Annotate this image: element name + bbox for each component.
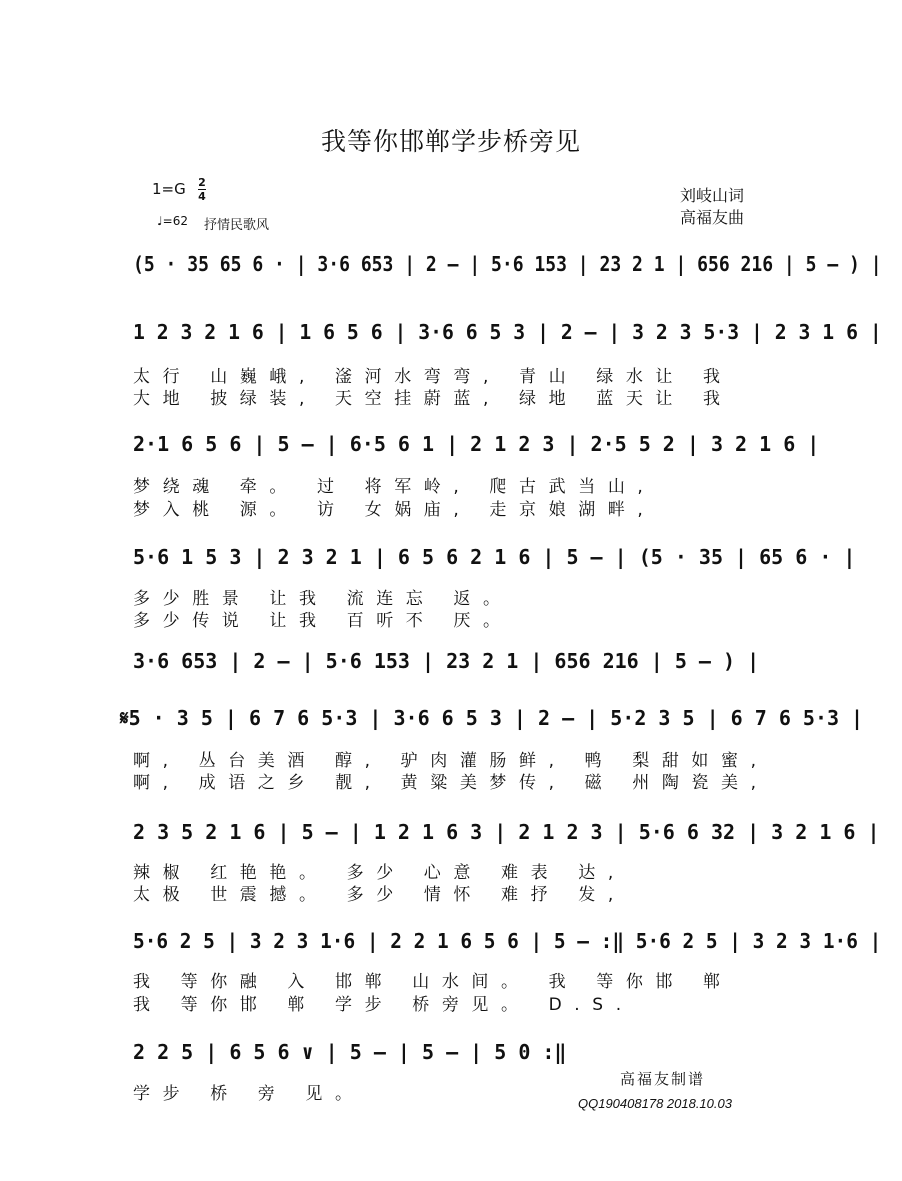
song-title: 我等你邯郸学步桥旁见 (320, 127, 581, 156)
lyric-line: 我 等你融 入 邯郸 山水间。 我 等你邯 郸 (133, 972, 733, 992)
lyric-line: 啊, 丛台美酒 醇, 驴肉灌肠鲜, 鸭 梨甜如蜜, (133, 751, 769, 771)
lyric-line: 我 等你邯 郸 学步 桥旁见。 D.S. (133, 995, 634, 1015)
lyric-line: 大地 披绿装, 天空挂蔚蓝, 绿地 蓝天让 我 (133, 389, 733, 409)
lyric-line: 啊, 成语之乡 靓, 黄粱美梦传, 磁 州陶瓷美, (133, 773, 769, 793)
style-marking: 抒情民歌风 (204, 218, 270, 233)
lyric-line: 多少传说 让我 百听不 厌。 (133, 611, 513, 631)
music-row-notes: 𝄋5 · 3 5 | 6 7 6 5·3 | 3·6 6 5 3 | 2 – | 5·2 3 5 | 6 7 6 5·3 | (120, 706, 864, 730)
music-row-notes: 2 3 5 2 1 6 | 5 – | 1 2 1 6 3 | 2 1 2 3 | 5·6 6 32 | 3 2 1 6 | (133, 820, 880, 844)
composer-credit: 高福友曲 (680, 208, 745, 227)
lyric-line: 多少胜景 让我 流连忘 返。 (133, 589, 513, 609)
qq-date: QQ190408178 2018.10.03 (578, 1096, 732, 1111)
music-row-notes: (5 · 35 65 6 · | 3·6 653 | 2 – | 5·6 153 | 23 2 1 | 656 216 | 5 – ) | (133, 252, 882, 276)
key-signature: 1=G (152, 180, 186, 198)
lyric-line: 太行 山巍峨, 滏河水弯弯, 青山 绿水让 我 (133, 367, 733, 387)
music-row-notes: 2 2 5 | 6 5 6 ∨ | 5 – | 5 – | 5 0 :‖ (133, 1040, 567, 1064)
music-row-notes: 5·6 2 5 | 3 2 3 1·6 | 2 2 1 6 5 6 | 5 – :‖ 5·6 2 5 | 3 2 3 1·6 | (133, 929, 882, 953)
time-signature-bottom: 4 (198, 190, 206, 203)
score-maker: 高福友制谱 (620, 1070, 706, 1088)
lyric-line: 太极 世震撼。 多少 情怀 难抒 发, (133, 885, 626, 905)
lyric-line: 辣椒 红艳艳。 多少 心意 难表 达, (133, 863, 626, 883)
lyric-line: 学步 桥 旁 见。 (133, 1084, 365, 1104)
music-row-notes: 1 2 3 2 1 6 | 1 6 5 6 | 3·6 6 5 3 | 2 – | 3 2 3 5·3 | 2 3 1 6 | (133, 320, 882, 344)
music-row-notes: 3·6 653 | 2 – | 5·6 153 | 23 2 1 | 656 216 | 5 – ) | (133, 649, 760, 673)
music-row-notes: 5·6 1 5 3 | 2 3 2 1 | 6 5 6 2 1 6 | 5 – | (5 · 35 | 65 6 · | (133, 545, 856, 569)
lyric-line: 梦入桃 源。 访 女娲庙, 走京娘湖畔, (133, 500, 656, 520)
time-signature-top: 2 (198, 176, 206, 189)
music-row-notes: 2·1 6 5 6 | 5 – | 6·5 6 1 | 2 1 2 3 | 2·5 5 2 | 3 2 1 6 | (133, 432, 820, 456)
lyricist-credit: 刘岐山词 (680, 186, 745, 205)
lyric-line: 梦绕魂 牵。 过 将军岭, 爬古武当山, (133, 477, 656, 497)
tempo-marking: ♩=62 (157, 214, 188, 228)
time-signature (198, 177, 206, 202)
